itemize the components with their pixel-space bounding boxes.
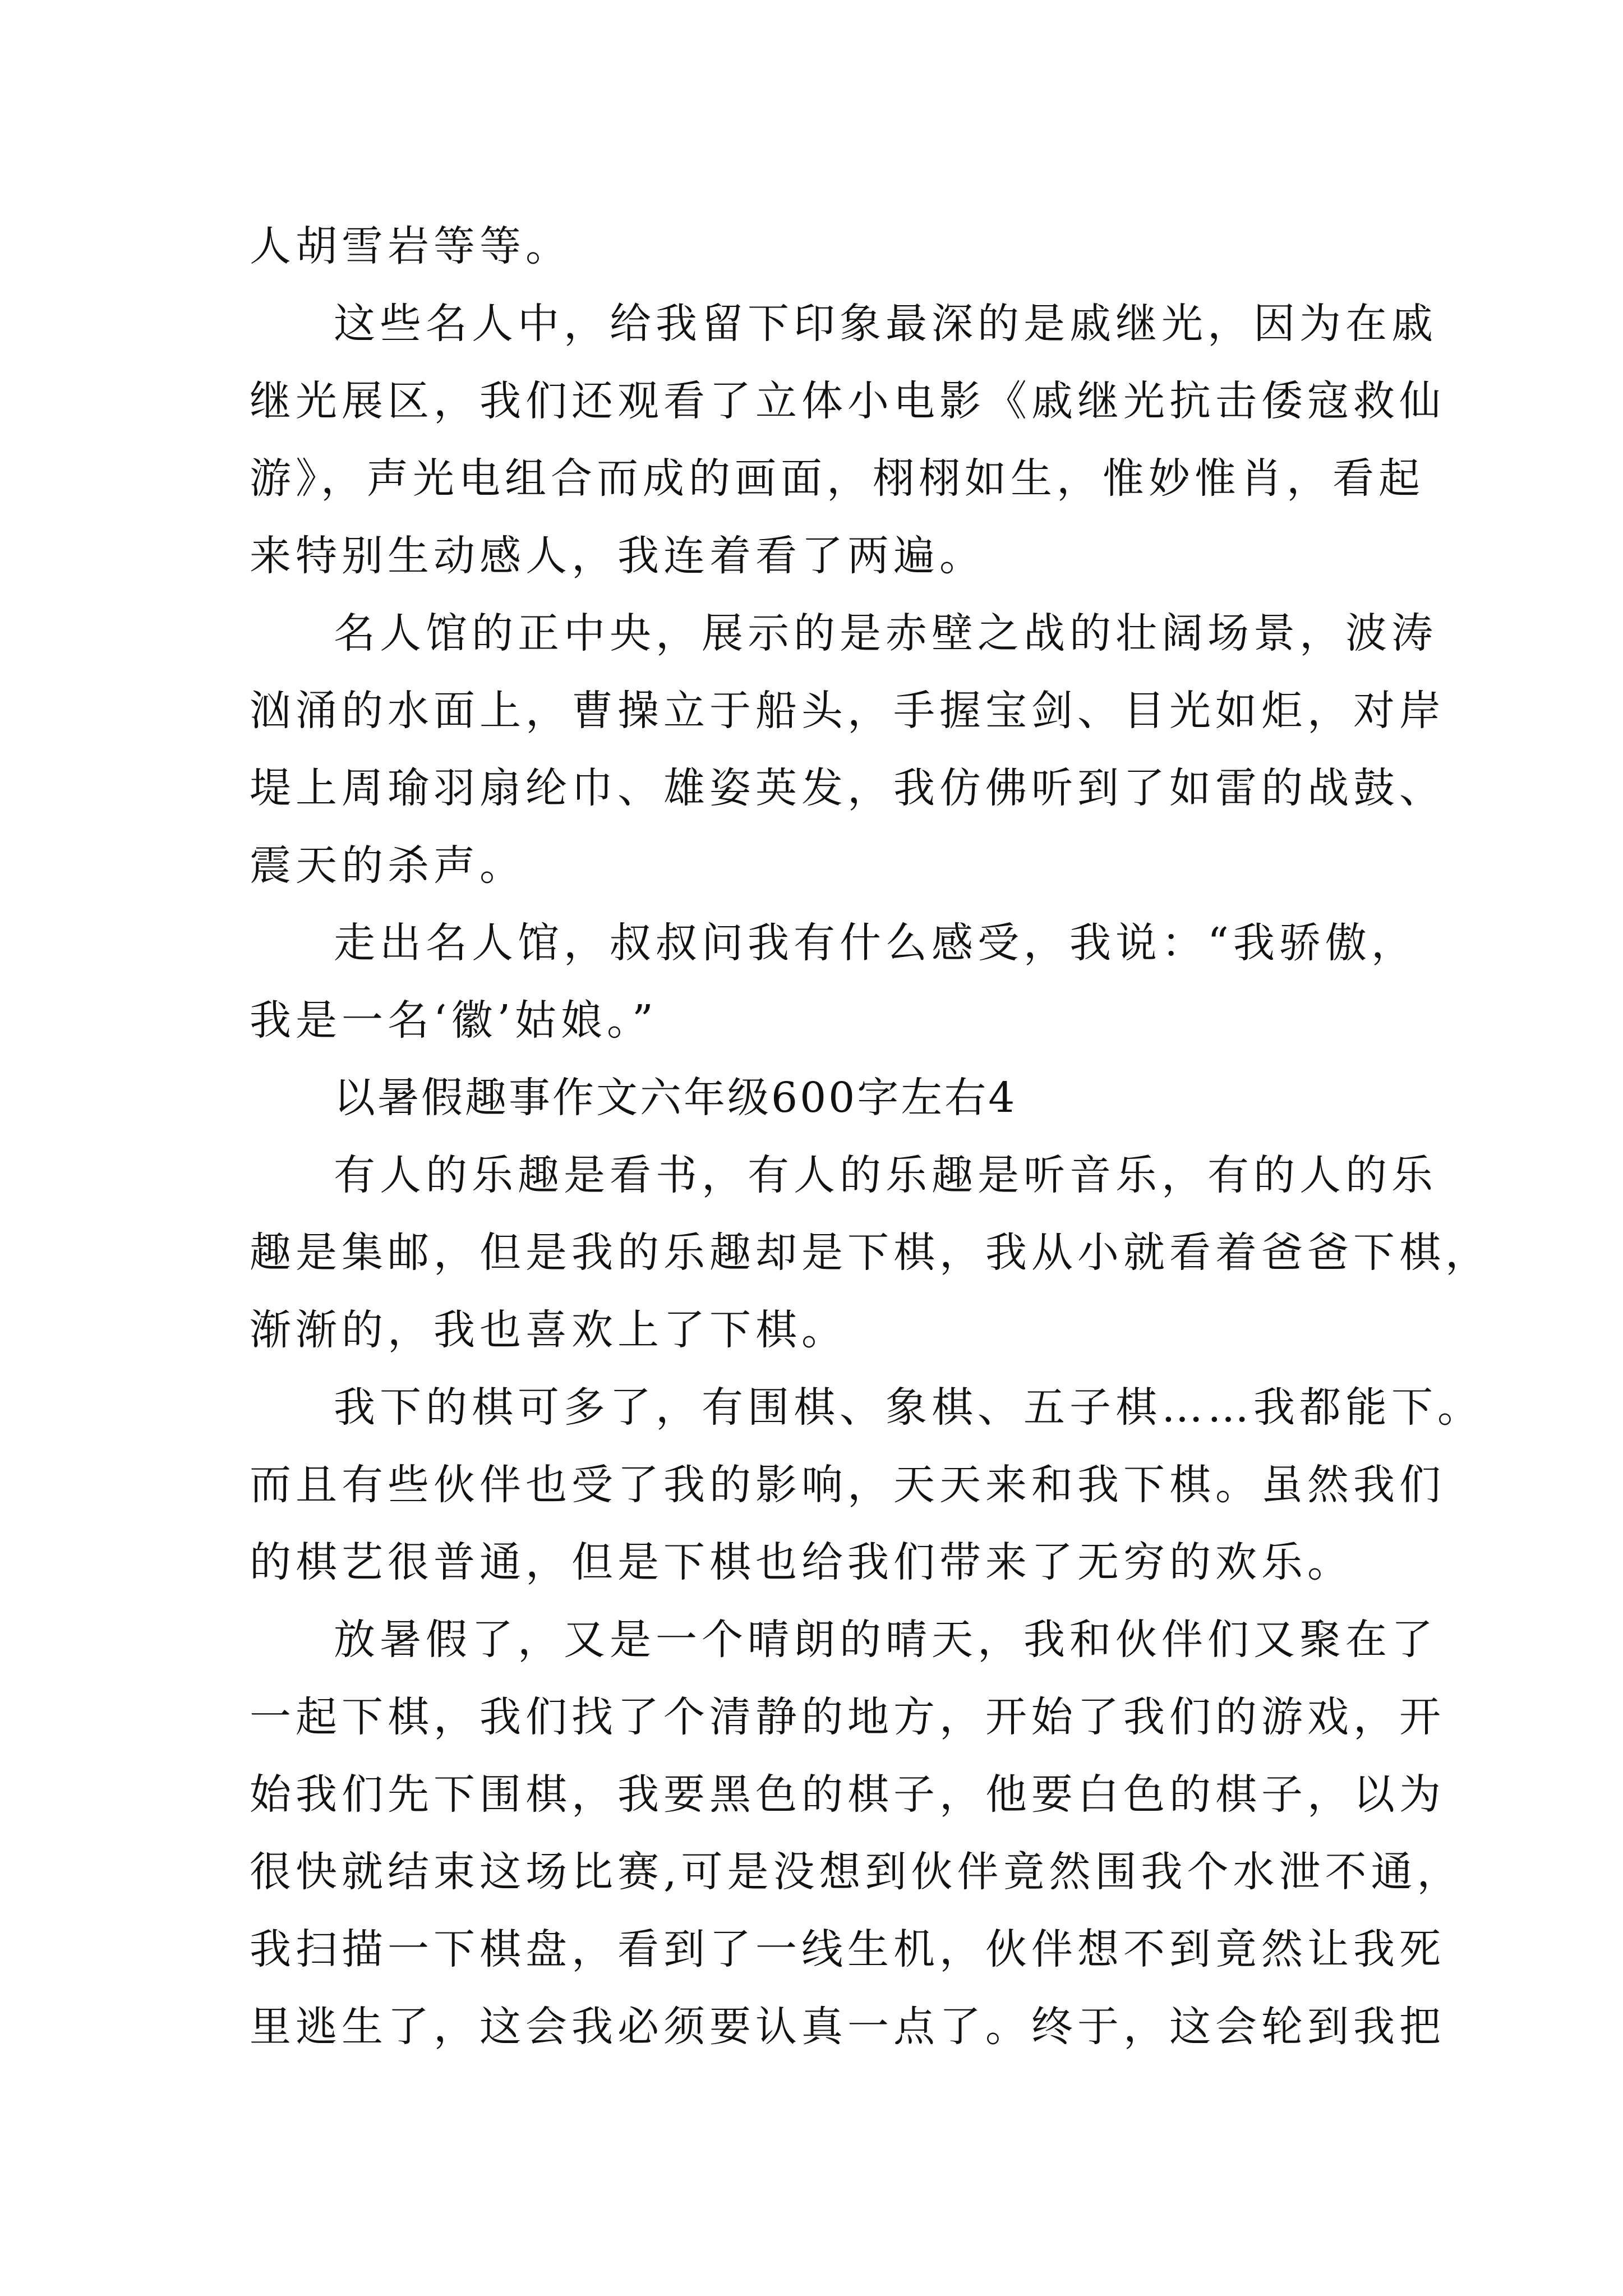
text-line: 游》，声光电组合而成的画面，栩栩如生，惟妙惟肖，看起 bbox=[250, 454, 1424, 503]
text-line: 一起下棋，我们找了个清静的地方，开始了我们的游戏，开 bbox=[250, 1693, 1445, 1741]
section-heading: 以暑假趣事作文六年级600字左右4 bbox=[334, 1074, 1017, 1122]
document-body bbox=[250, 208, 1491, 2065]
text-line: 堤上周瑜羽扇纶巾、雄姿英发，我仿佛听到了如雷的战鼓、 bbox=[250, 764, 1445, 812]
text-line: 而且有些伙伴也受了我的影响，天天来和我下棋。虽然我们 bbox=[250, 1461, 1445, 1509]
text-line: 渐渐的，我也喜欢上了下棋。 bbox=[250, 1306, 847, 1354]
paragraph-start: 名人馆的正中央，展示的是赤壁之战的壮阔场景，波涛 bbox=[334, 609, 1437, 657]
text-line: 我是一名‘徽’姑娘。” bbox=[250, 996, 658, 1045]
paragraph-start: 走出名人馆，叔叔问我有什么感受，我说：“我骄傲， bbox=[334, 919, 1417, 967]
text-line: 的棋艺很普通，但是下棋也给我们带来了无穷的欢乐。 bbox=[250, 1538, 1353, 1586]
text-line: 趣是集邮，但是我的乐趣却是下棋，我从小就看着爸爸下棋， bbox=[250, 1228, 1491, 1277]
paragraph-start: 放暑假了，又是一个晴朗的晴天，我和伙伴们又聚在了 bbox=[334, 1616, 1437, 1664]
paragraph-start: 我下的棋可多了，有围棋、象棋、五子棋……我都能下。 bbox=[334, 1383, 1483, 1432]
text-line: 很快就结束这场比赛,可是没想到伙伴竟然围我个水泄不通， bbox=[250, 1848, 1463, 1896]
paragraph-start: 这些名人中，给我留下印象最深的是戚继光，因为在戚 bbox=[334, 300, 1437, 348]
text-line: 始我们先下围棋，我要黑色的棋子，他要白色的棋子，以为 bbox=[250, 1770, 1445, 1819]
text-line: 继光展区，我们还观看了立体小电影《戚继光抗击倭寇救仙 bbox=[250, 377, 1445, 425]
text-line: 汹涌的水面上，曹操立于船头，手握宝剑、目光如炬，对岸 bbox=[250, 687, 1445, 735]
text-line: 里逃生了，这会我必须要认真一点了。终于，这会轮到我把 bbox=[250, 2003, 1445, 2051]
text-line: 人胡雪岩等等。 bbox=[250, 222, 571, 270]
text-line: 我扫描一下棋盘，看到了一线生机，伙伴想不到竟然让我死 bbox=[250, 1925, 1445, 1973]
text-line: 震天的杀声。 bbox=[250, 841, 525, 890]
paragraph-start: 有人的乐趣是看书，有人的乐趣是听音乐，有的人的乐 bbox=[334, 1151, 1437, 1199]
text-line: 来特别生动感人，我连着看了两遍。 bbox=[250, 532, 985, 580]
